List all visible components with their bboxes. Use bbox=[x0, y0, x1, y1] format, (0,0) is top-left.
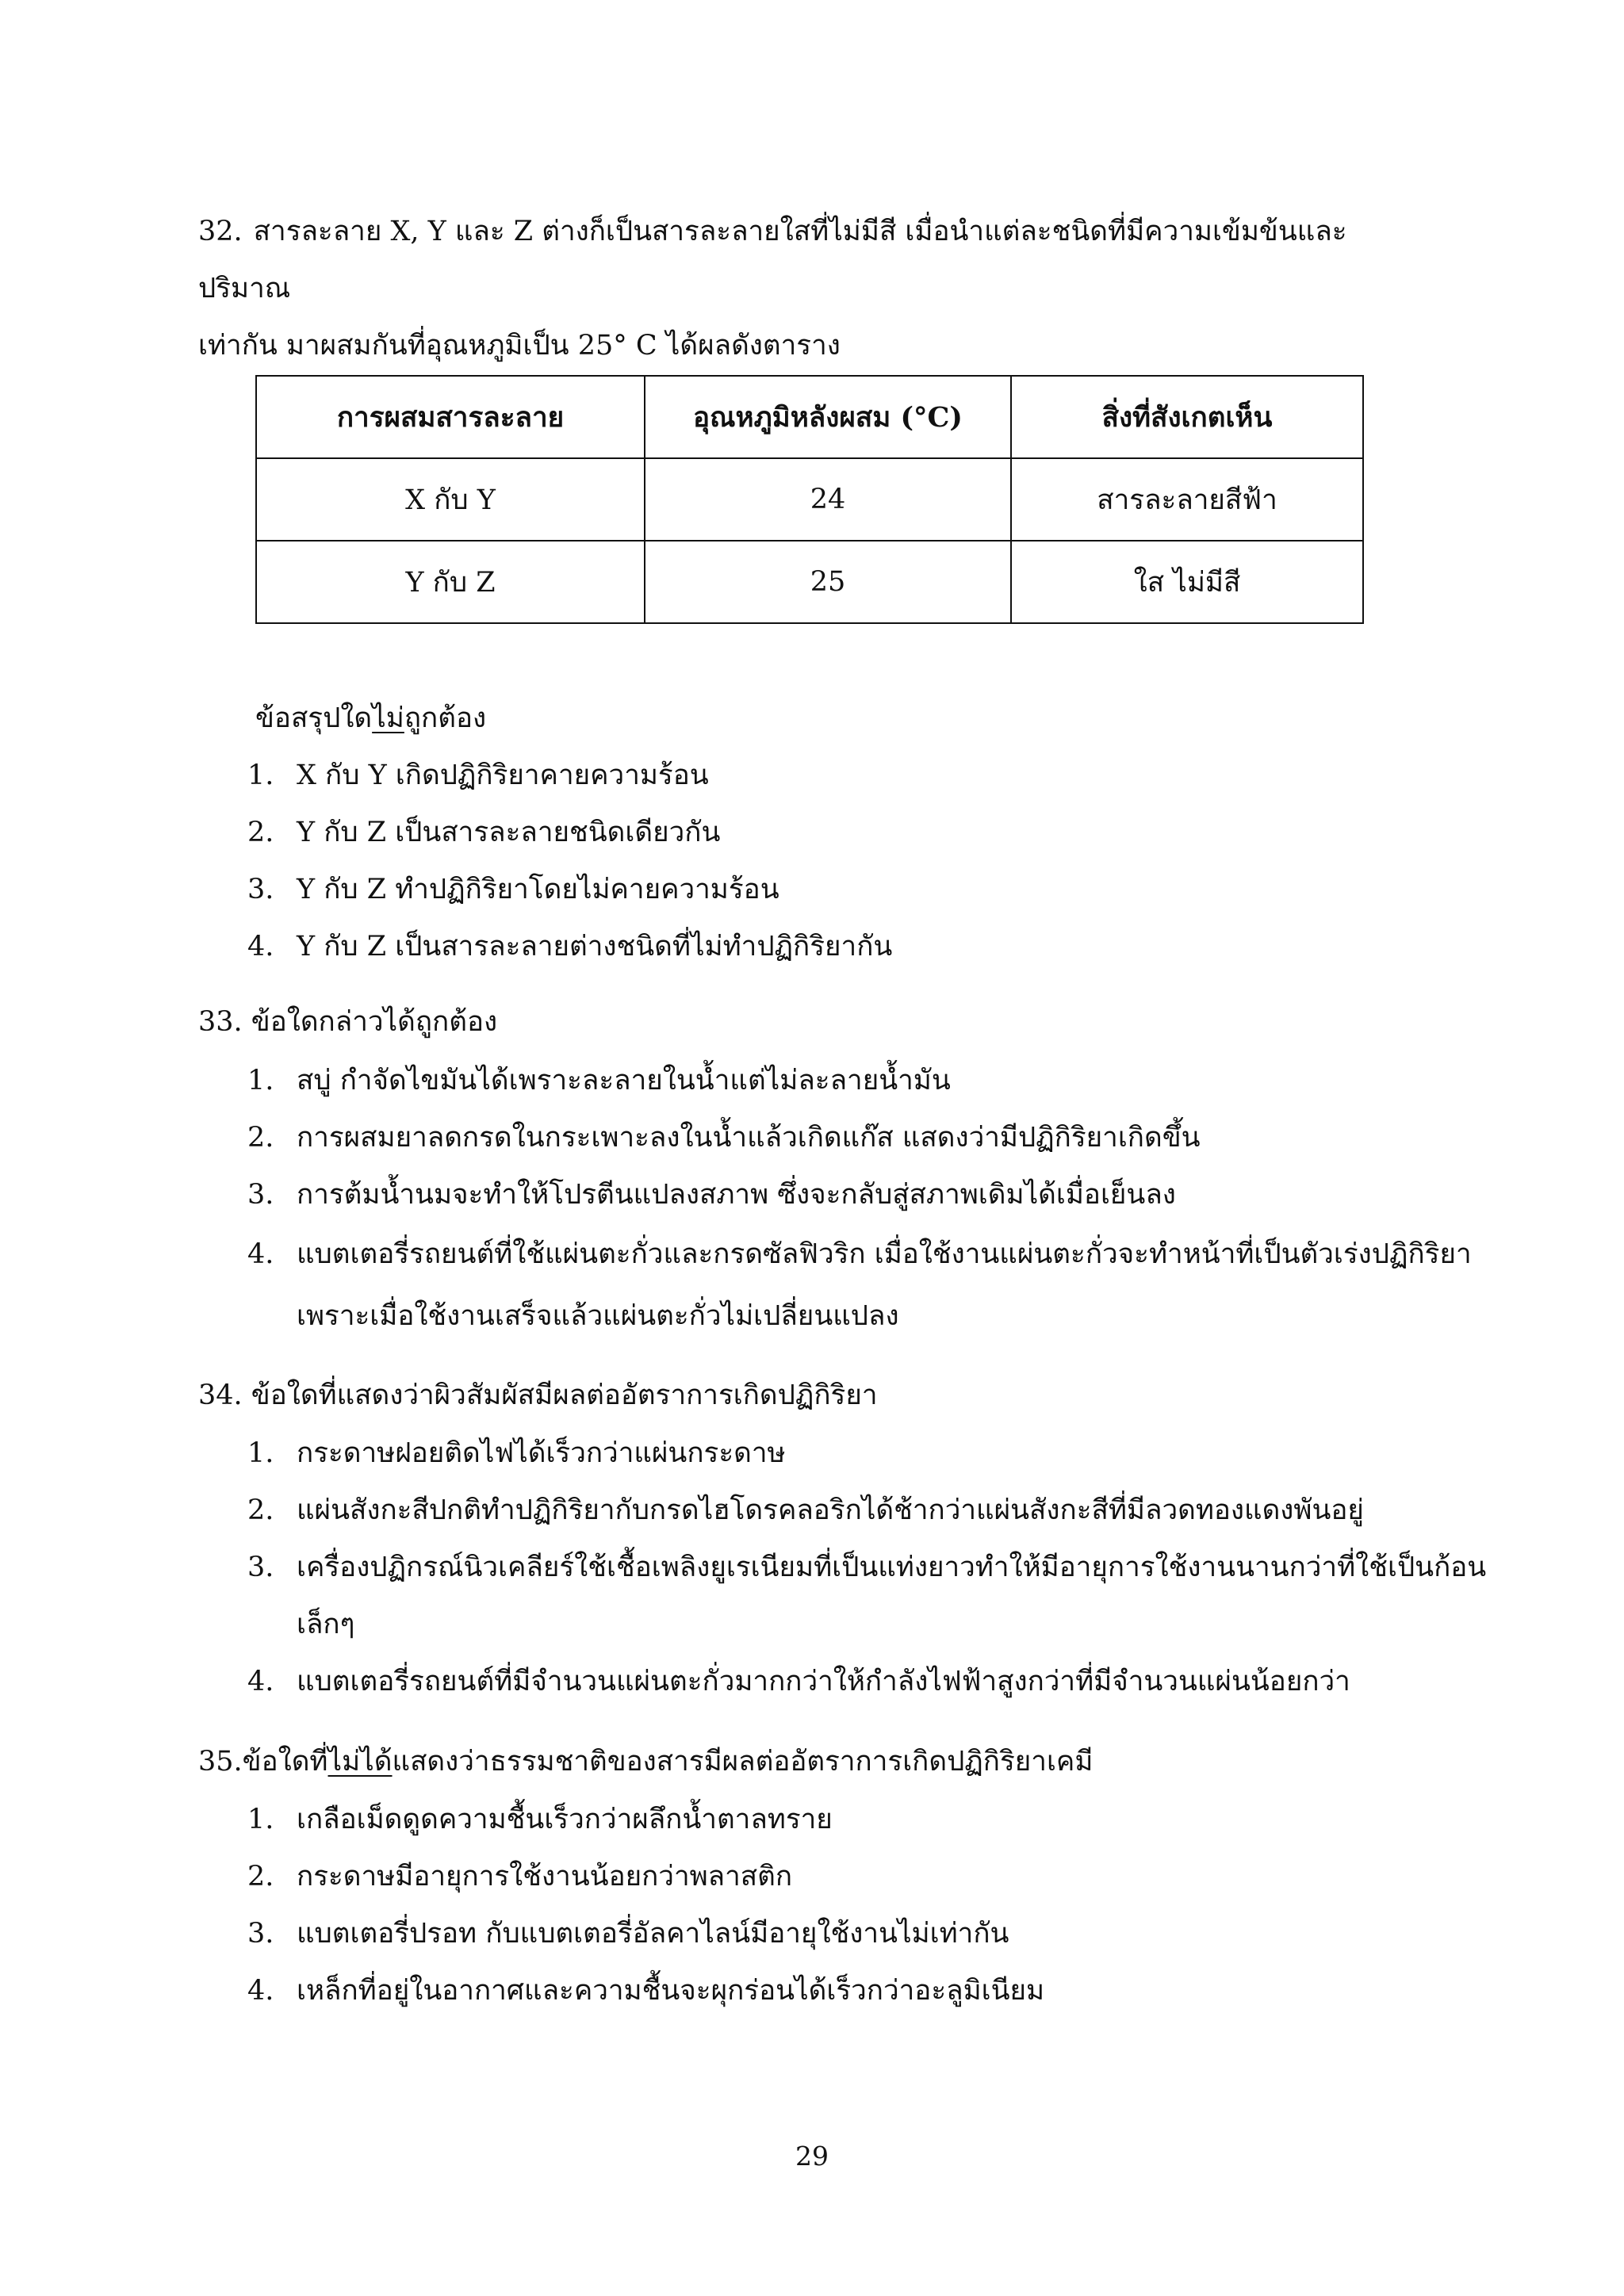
option-item[interactable] bbox=[247, 861, 1510, 918]
table-header-observation: สิ่งที่สังเกตเห็น bbox=[1011, 376, 1363, 458]
option-text: แบตเตอรี่รถยนต์ที่มีจำนวนแผ่นตะกั่วมากกว่าให้กำลังไฟฟ้าสูงกว่าที่มีจำนวนแผ่นน้อยกว่า bbox=[297, 1666, 1350, 1697]
prompt-underlined: ไม่ bbox=[372, 702, 404, 734]
table-cell: 24 bbox=[645, 458, 1011, 541]
question-33-options bbox=[247, 1052, 1510, 1347]
table-cell: ใส ไม่มีสี bbox=[1011, 541, 1363, 623]
table-cell: Y กับ Z bbox=[256, 541, 645, 623]
option-number: 2. bbox=[247, 817, 274, 848]
option-item[interactable] bbox=[247, 1052, 1510, 1109]
option-item[interactable] bbox=[247, 1791, 1510, 1848]
option-item[interactable] bbox=[247, 918, 1510, 975]
table-header-mixing: การผสมสารละลาย bbox=[256, 376, 645, 458]
question-32-line-2: เท่ากัน มาผสมกันที่อุณหภูมิเป็น 25° C ได้ผลดังตาราง bbox=[198, 330, 841, 362]
option-item[interactable] bbox=[247, 1109, 1510, 1166]
question-32-stem bbox=[198, 203, 1435, 374]
question-32-line-1: สารละลาย X, Y และ Z ต่างก็เป็นสารละลายใสที่ไม่มีสี เมื่อนำแต่ละชนิดที่มีความเข้มข้นและปริมาณ bbox=[198, 216, 1347, 304]
option-text: เครื่องปฏิกรณ์นิวเคลียร์ใช้เชื้อเพลิงยูเรเนียมที่เป็นแท่งยาวทำให้มีอายุการใช้งานนานกว่าที่ใช้เป็นก้อนเล็กๆ bbox=[297, 1552, 1487, 1640]
option-text: สบู่ กำจัดไขมันได้เพราะละลายในน้ำแต่ไม่ละลายน้ำมัน bbox=[297, 1065, 951, 1096]
option-number: 4. bbox=[247, 1975, 274, 2007]
option-text: การผสมยาลดกรดในกระเพาะลงในน้ำแล้วเกิดแก๊ส แสดงว่ามีปฏิกิริยาเกิดขึ้น bbox=[297, 1122, 1201, 1154]
option-number: 1. bbox=[247, 1804, 274, 1835]
option-number: 1. bbox=[247, 1065, 274, 1096]
question-35-underlined: ไม่ได้ bbox=[327, 1746, 393, 1777]
option-text: การต้มน้ำนมจะทำให้โปรตีนแปลงสภาพ ซึ่งจะกลับสู่สภาพเดิมได้เมื่อเย็นลง bbox=[297, 1179, 1176, 1211]
page-number: 29 bbox=[795, 2141, 829, 2172]
question-33-stem: 33. ข้อใดกล่าวได้ถูกต้อง bbox=[198, 1006, 498, 1038]
option-text: เหล็กที่อยู่ในอากาศและความชื้นจะผุกร่อนได้เร็วกว่าอะลูมิเนียม bbox=[297, 1975, 1045, 2007]
question-32-number: 32. bbox=[198, 216, 243, 247]
question-35-stem bbox=[198, 1733, 1435, 1790]
table-cell: X กับ Y bbox=[256, 458, 645, 541]
option-text: กระดาษฝอยติดไฟได้เร็วกว่าแผ่นกระดาษ bbox=[297, 1437, 786, 1469]
option-text: แบตเตอรี่รถยนต์ที่ใช้แผ่นตะกั่วและกรดซัลฟิวริก เมื่อใช้งานแผ่นตะกั่วจะทำหน้าที่เป็นตัวเร่งปฏิกิริยาเพราะเมื่อใช้งานเสร็จแล้วแผ่นตะกั่วไม่เปลี่ยนแปลง bbox=[297, 1238, 1472, 1332]
option-number: 4. bbox=[247, 1666, 274, 1697]
option-text: เกลือเม็ดดูดความชื้นเร็วกว่าผลึกน้ำตาลทราย bbox=[297, 1804, 833, 1835]
question-34-options bbox=[247, 1425, 1510, 1710]
option-item[interactable] bbox=[247, 1425, 1510, 1482]
question-32-options bbox=[247, 747, 1510, 975]
question-32-prompt bbox=[255, 690, 486, 747]
option-item[interactable] bbox=[247, 1539, 1510, 1653]
option-number: 1. bbox=[247, 1437, 274, 1469]
option-text: แผ่นสังกะสีปกติทำปฏิกิริยากับกรดไฮโดรคลอริกได้ช้ากว่าแผ่นสังกะสีที่มีลวดทองแดงพันอยู่ bbox=[297, 1494, 1364, 1526]
question-34-stem: 34. ข้อใดที่แสดงว่าผิวสัมผัสมีผลต่ออัตราการเกิดปฏิกิริยา bbox=[198, 1380, 878, 1411]
option-text: แบตเตอรี่ปรอท กับแบตเตอรี่อัลคาไลน์มีอายุใช้งานไม่เท่ากัน bbox=[297, 1918, 1009, 1950]
option-number: 3. bbox=[247, 874, 274, 905]
option-item[interactable] bbox=[247, 1653, 1510, 1710]
option-number: 4. bbox=[247, 1238, 274, 1270]
option-item[interactable] bbox=[247, 1848, 1510, 1905]
question-35-options bbox=[247, 1791, 1510, 2019]
option-text: กระดาษมีอายุการใช้งานน้อยกว่าพลาสติก bbox=[297, 1861, 793, 1892]
option-number: 2. bbox=[247, 1861, 274, 1892]
option-text: Y กับ Z ทำปฏิกิริยาโดยไม่คายความร้อน bbox=[297, 874, 779, 905]
prompt-text-end: ถูกต้อง bbox=[404, 702, 487, 734]
table-header-temperature: อุณหภูมิหลังผสม (°C) bbox=[645, 376, 1011, 458]
option-item[interactable] bbox=[247, 747, 1510, 804]
option-item[interactable] bbox=[247, 1166, 1510, 1223]
option-number: 3. bbox=[247, 1552, 274, 1583]
table-row bbox=[256, 541, 1363, 623]
table-cell: 25 bbox=[645, 541, 1011, 623]
option-item[interactable] bbox=[247, 1223, 1510, 1347]
option-number: 2. bbox=[247, 1122, 274, 1154]
option-text: Y กับ Z เป็นสารละลายชนิดเดียวกัน bbox=[297, 817, 721, 848]
option-number: 1. bbox=[247, 760, 274, 791]
option-item[interactable] bbox=[247, 1905, 1510, 1962]
prompt-text: ข้อสรุปใด bbox=[255, 702, 373, 734]
option-item[interactable] bbox=[247, 804, 1510, 861]
option-number: 2. bbox=[247, 1494, 274, 1526]
option-item[interactable] bbox=[247, 1482, 1510, 1539]
table-row bbox=[256, 458, 1363, 541]
option-number: 3. bbox=[247, 1179, 274, 1211]
question-35-stem-text: 35.ข้อใดที่ bbox=[198, 1746, 328, 1777]
question-35-stem-end: แสดงว่าธรรมชาติของสารมีผลต่ออัตราการเกิดปฏิกิริยาเคมี bbox=[392, 1746, 1094, 1777]
option-text: Y กับ Z เป็นสารละลายต่างชนิดที่ไม่ทำปฏิกิริยากัน bbox=[297, 931, 893, 962]
option-item[interactable] bbox=[247, 1962, 1510, 2019]
results-table bbox=[255, 375, 1364, 624]
table-cell: สารละลายสีฟ้า bbox=[1011, 458, 1363, 541]
option-text: X กับ Y เกิดปฏิกิริยาคายความร้อน bbox=[297, 760, 709, 791]
table-header-row bbox=[256, 376, 1363, 458]
option-number: 4. bbox=[247, 931, 274, 962]
option-number: 3. bbox=[247, 1918, 274, 1950]
